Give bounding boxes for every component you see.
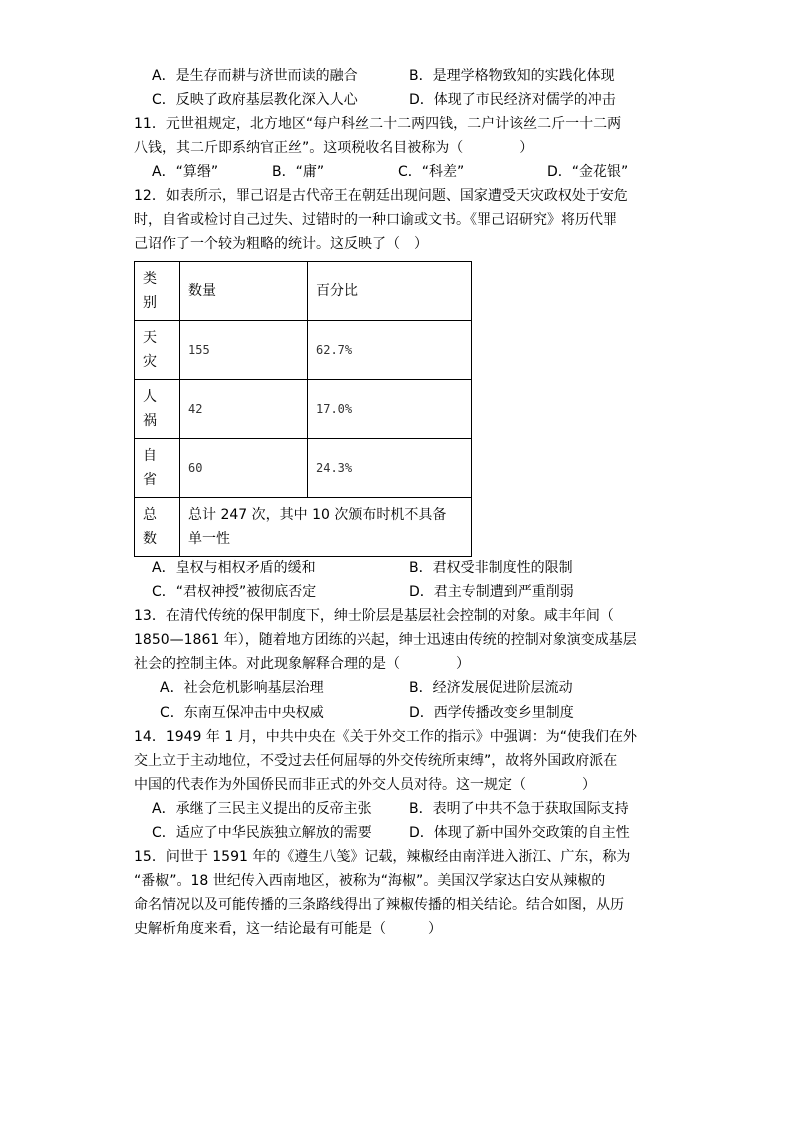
row-percent: 17.0% (308, 380, 472, 439)
q15-stem-line1: 15．问世于 1591 年的《遵生八笺》记载，辣椒经由南洋进入浙江、广东，称为 (134, 849, 631, 865)
q13-option-a: A．社会危机影响基层治理 (160, 680, 324, 696)
q13-stem-line2: 1850—1861 年），随着地方团练的兴起，绅士迅速由传统的控制对象演变成基层 (134, 632, 637, 648)
q12-option-d: D．君主专制遭到严重削弱 (409, 584, 574, 600)
q12-option-b: B．君权受非制度性的限制 (409, 560, 573, 576)
q10-option-d: D．体现了市民经济对儒学的冲击 (409, 92, 616, 108)
q12-option-a: A．皇权与相权矛盾的缓和 (152, 560, 316, 576)
q11-option-d: D．“金花银” (547, 164, 629, 180)
table-row (135, 321, 472, 380)
q14-option-b: B．表明了中共不急于获取国际支持 (409, 801, 629, 817)
q11-option-c: C．“科差” (398, 164, 465, 180)
q13-stem-line1: 13．在清代传统的保甲制度下，绅士阶层是基层社会控制的对象。咸丰年间（ (134, 608, 614, 624)
q14-stem-line2: 交上立于主动地位，不受过去任何屈辱的外交传统所束缚”，故将外国政府派在 (134, 753, 618, 769)
q14-option-d: D．体现了新中国外交政策的自主性 (409, 825, 630, 841)
table-row (135, 439, 472, 498)
row-category: 人祸 (135, 380, 180, 439)
row-count: 60 (180, 439, 308, 498)
q13-option-b: B．经济发展促进阶层流动 (409, 680, 573, 696)
q10-option-c: C．反映了政府基层教化深入人心 (152, 92, 358, 108)
q10-option-b: B．是理学格物致知的实践化体现 (409, 68, 615, 84)
q12-option-c: C．“君权神授”被彻底否定 (152, 584, 317, 600)
header-percent: 百分比 (308, 262, 472, 321)
zuijizhao-statistics-table (134, 261, 472, 557)
q15-stem-line4: 史解析角度来看，这一结论最有可能是（ ） (134, 921, 442, 937)
q14-option-c: C．适应了中华民族独立解放的需要 (152, 825, 372, 841)
table-header-row (135, 262, 472, 321)
q12-stem-line1: 12．如表所示，罪己诏是古代帝王在朝廷出现问题、国家遭受天灾政权处于安危 (134, 188, 628, 204)
row-percent: 24.3% (308, 439, 472, 498)
row-percent: 62.7% (308, 321, 472, 380)
q12-stem-line2: 时，自省或检讨自己过失、过错时的一种口谕或文书。《罪己诏研究》将历代罪 (134, 212, 617, 228)
total-label: 总数 (135, 498, 180, 557)
q13-stem-line3: 社会的控制主体。对此现象解释合理的是（ ） (134, 656, 470, 672)
row-category: 自省 (135, 439, 180, 498)
q13-option-c: C．东南互保冲击中央权威 (160, 705, 324, 721)
header-count: 数量 (180, 262, 308, 321)
row-count: 42 (180, 380, 308, 439)
table-total-row (135, 498, 472, 557)
q11-option-b: B．“庸” (272, 164, 325, 180)
q11-option-a: A．“算缗” (152, 164, 219, 180)
q13-option-d: D．西学传播改变乡里制度 (409, 705, 574, 721)
q14-stem-line1: 14．1949 年 1 月，中共中央在《关于外交工作的指示》中强调：为“使我们在外 (134, 729, 637, 745)
q14-option-a: A．承继了三民主义提出的反帝主张 (152, 801, 372, 817)
q14-stem-line3: 中国的代表作为外国侨民而非正式的外交人员对待。这一规定（ ） (134, 777, 596, 793)
total-text: 总计 247 次，其中 10 次颁布时机不具备单一性 (180, 498, 472, 557)
q15-stem-line3: 命名情况以及可能传播的三条路线得出了辣椒传播的相关结论。结合如图，从历 (134, 897, 624, 913)
row-category: 天灾 (135, 321, 180, 380)
q11-stem-line1: 11．元世祖规定，北方地区“每户科丝二十二两四钱，二户计该丝二斤一十二两 (134, 116, 622, 132)
row-count: 155 (180, 321, 308, 380)
q11-stem-line2: 八钱，其二斤即系纳官正丝”。这项税收名目被称为（ ） (134, 140, 534, 156)
header-category: 类别 (135, 262, 180, 321)
q12-stem-line3: 己诏作了一个较为粗略的统计。这反映了（ ） (134, 236, 428, 252)
q15-stem-line2: “番椒”。18 世纪传入西南地区，被称为“海椒”。美国汉学家达白安从辣椒的 (134, 873, 606, 889)
q10-option-a: A．是生存而耕与济世而读的融合 (152, 68, 358, 84)
table-row (135, 380, 472, 439)
